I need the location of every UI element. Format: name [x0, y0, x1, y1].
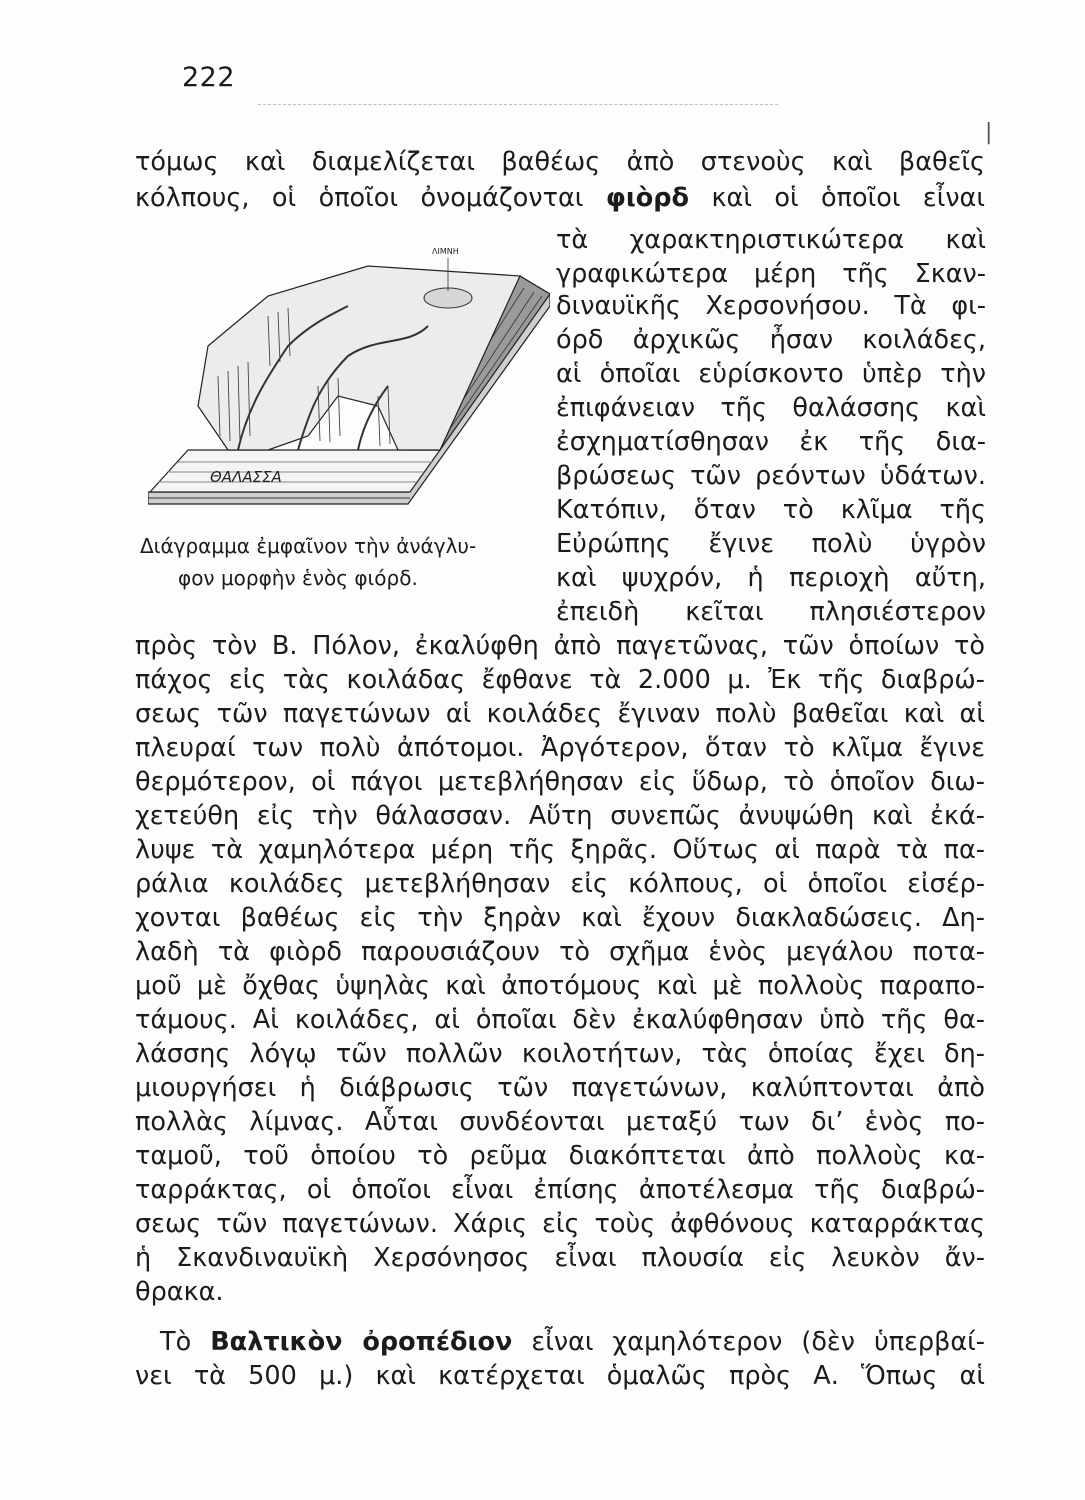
text-line: λυψε τὰ χαμηλότερα μέρη τῆς ξηρᾶς. Οὕτως αἱ παρὰ τὰ πα- [135, 835, 985, 865]
text-span: Τὸ [160, 1327, 192, 1357]
text-line: τόμως καὶ διαμελίζεται βαθέως ἀπὸ στενοὺς καὶ βαθεῖς [135, 147, 985, 177]
text-span: κόλπους, οἱ ὁποῖοι ὀνομάζονται [135, 183, 584, 213]
text-line: ἐσχηματίσθησαν ἐκ τῆς δια- [556, 427, 986, 457]
text-line: ταρράκτας, οἱ ὁποῖοι εἶναι ἐπίσης ἀποτέλεσμα τῆς διαβρώ- [135, 1175, 985, 1205]
figure-caption-line1: Διάγραμμα ἐμφαῖνον τὴν ἀνάγλυ- [140, 534, 477, 558]
text-line: λαδὴ τὰ φιὸρδ παρουσιάζουν τὸ σχῆμα ἑνὸς μεγάλου ποτα- [135, 937, 985, 967]
text-span: εἶναι χαμηλότερον (δὲν ὑπερβαί- [531, 1327, 985, 1357]
text-line: διναυϊκῆς Χερσονήσου. Τὰ φι- [556, 291, 986, 321]
text-line: γραφικώτερα μέρη τῆς Σκαν- [556, 259, 986, 289]
text-line: σεως τῶν παγετώνων. Χάρις εἰς τοὺς ἀφθόνους καταρράκτας [135, 1209, 985, 1239]
text-line: λάσσης λόγῳ τῶν πολλῶν κοιλοτήτων, τὰς ὁποίας ἔχει δη- [135, 1039, 985, 1069]
text-line: Κατόπιν, ὅταν τὸ κλῖμα τῆς [556, 495, 986, 525]
text-line: Εὐρώπης ἔγινε πολὺ ὑγρὸν [556, 529, 986, 559]
text-line: σεως τῶν παγετώνων αἱ κοιλάδες ἔγιναν πολὺ βαθεῖαι καὶ αἱ [135, 699, 985, 729]
text-line: πολλὰς λίμνας. Αὗται συνδέονται μεταξύ των δι’ ἑνὸς πο- [135, 1107, 985, 1137]
text-line: βρώσεως τῶν ρεόντων ὑδάτων. [556, 461, 986, 491]
text-line: τὰ χαρακτηριστικώτερα καὶ [556, 225, 986, 255]
text-line: αἱ ὁποῖαι εὑρίσκοντο ὑπὲρ τὴν [556, 359, 986, 389]
text-line: τάμους. Αἱ κοιλάδες, αἱ ὁποῖαι δὲν ἐκαλύφθησαν ὑπὸ τῆς θα- [135, 1005, 985, 1035]
text-line: πάχος εἰς τὰς κοιλάδας ἔφθανε τὰ 2.000 μ. Ἐκ τῆς διαβρώ- [135, 665, 985, 695]
margin-mark: | [985, 120, 993, 145]
text-line: ἡ Σκανδιναυϊκὴ Χερσόνησος εἶναι πλουσία εἰς λευκὸν ἄν- [135, 1243, 985, 1273]
header-rule [258, 104, 778, 105]
figure-label-lake: ΛΙΜΝΗ [432, 247, 459, 256]
text-line: ράλια κοιλάδες μετεβλήθησαν εἰς κόλπους, οἱ ὁποῖοι εἰσέρ- [135, 869, 985, 899]
text-line: ταμοῦ, τοῦ ὁποίου τὸ ρεῦμα διακόπτεται ἀπὸ πολλοὺς κα- [135, 1141, 985, 1171]
term-fiord: φιὸρδ [605, 183, 690, 213]
text-line: μοῦ μὲ ὄχθας ὑψηλὰς καὶ ἀποτόμους καὶ μὲ πολλοὺς παραπο- [135, 971, 985, 1001]
text-line: καὶ ψυχρόν, ἡ περιοχὴ αὔτη, [556, 563, 986, 593]
fjord-diagram [148, 236, 550, 520]
text-line-fiord [135, 182, 985, 214]
text-line: χονται βαθέως εἰς τὴν ξηρὰν καὶ ἔχουν διακλαδώσεις. Δη- [135, 903, 985, 933]
text-line: όρδ ἀρχικῶς ἦσαν κοιλάδες, [556, 325, 986, 355]
page-number: 222 [182, 62, 236, 93]
text-line-last: θρακα. [135, 1277, 224, 1307]
text-line: μιουργήσει ἡ διάβρωσις τῶν παγετώνων, καλύπτονται ἀπὸ [135, 1073, 985, 1103]
text-line-baltic [160, 1326, 985, 1358]
figure-caption-line2: φον μορφὴν ἑνὸς φιόρδ. [178, 566, 418, 590]
figure-label-sea: ΘΑΛΑΣΣΑ [210, 468, 282, 486]
text-line: χετεύθη εἰς τὴν θάλασσαν. Αὕτη συνεπῶς ἀνυψώθη καὶ ἐκά- [135, 801, 985, 831]
text-line: ἐπειδὴ κεῖται πλησιέστερον [556, 597, 986, 627]
term-baltic-plateau: Βαλτικὸν ὀροπέδιον [210, 1327, 513, 1357]
text-line: ἐπιφάνειαν τῆς θαλάσσης καὶ [556, 393, 986, 423]
text-span: καὶ οἱ ὁποῖοι εἶναι [711, 183, 985, 213]
text-line: πρὸς τὸν Β. Πόλον, ἐκαλύφθη ἀπὸ παγετῶνας, τῶν ὁποίων τὸ [135, 631, 985, 661]
text-line: νει τὰ 500 μ.) καὶ κατέρχεται ὁμαλῶς πρὸς Α. Ὅπως αἱ [135, 1361, 985, 1391]
text-line: πλευραί των πολὺ ἀπότομοι. Ἀργότερον, ὅταν τὸ κλῖμα ἔγινε [135, 733, 985, 763]
text-line: θερμότερον, οἱ πάγοι μετεβλήθησαν εἰς ὕδωρ, τὸ ὁποῖον διω- [135, 767, 985, 797]
